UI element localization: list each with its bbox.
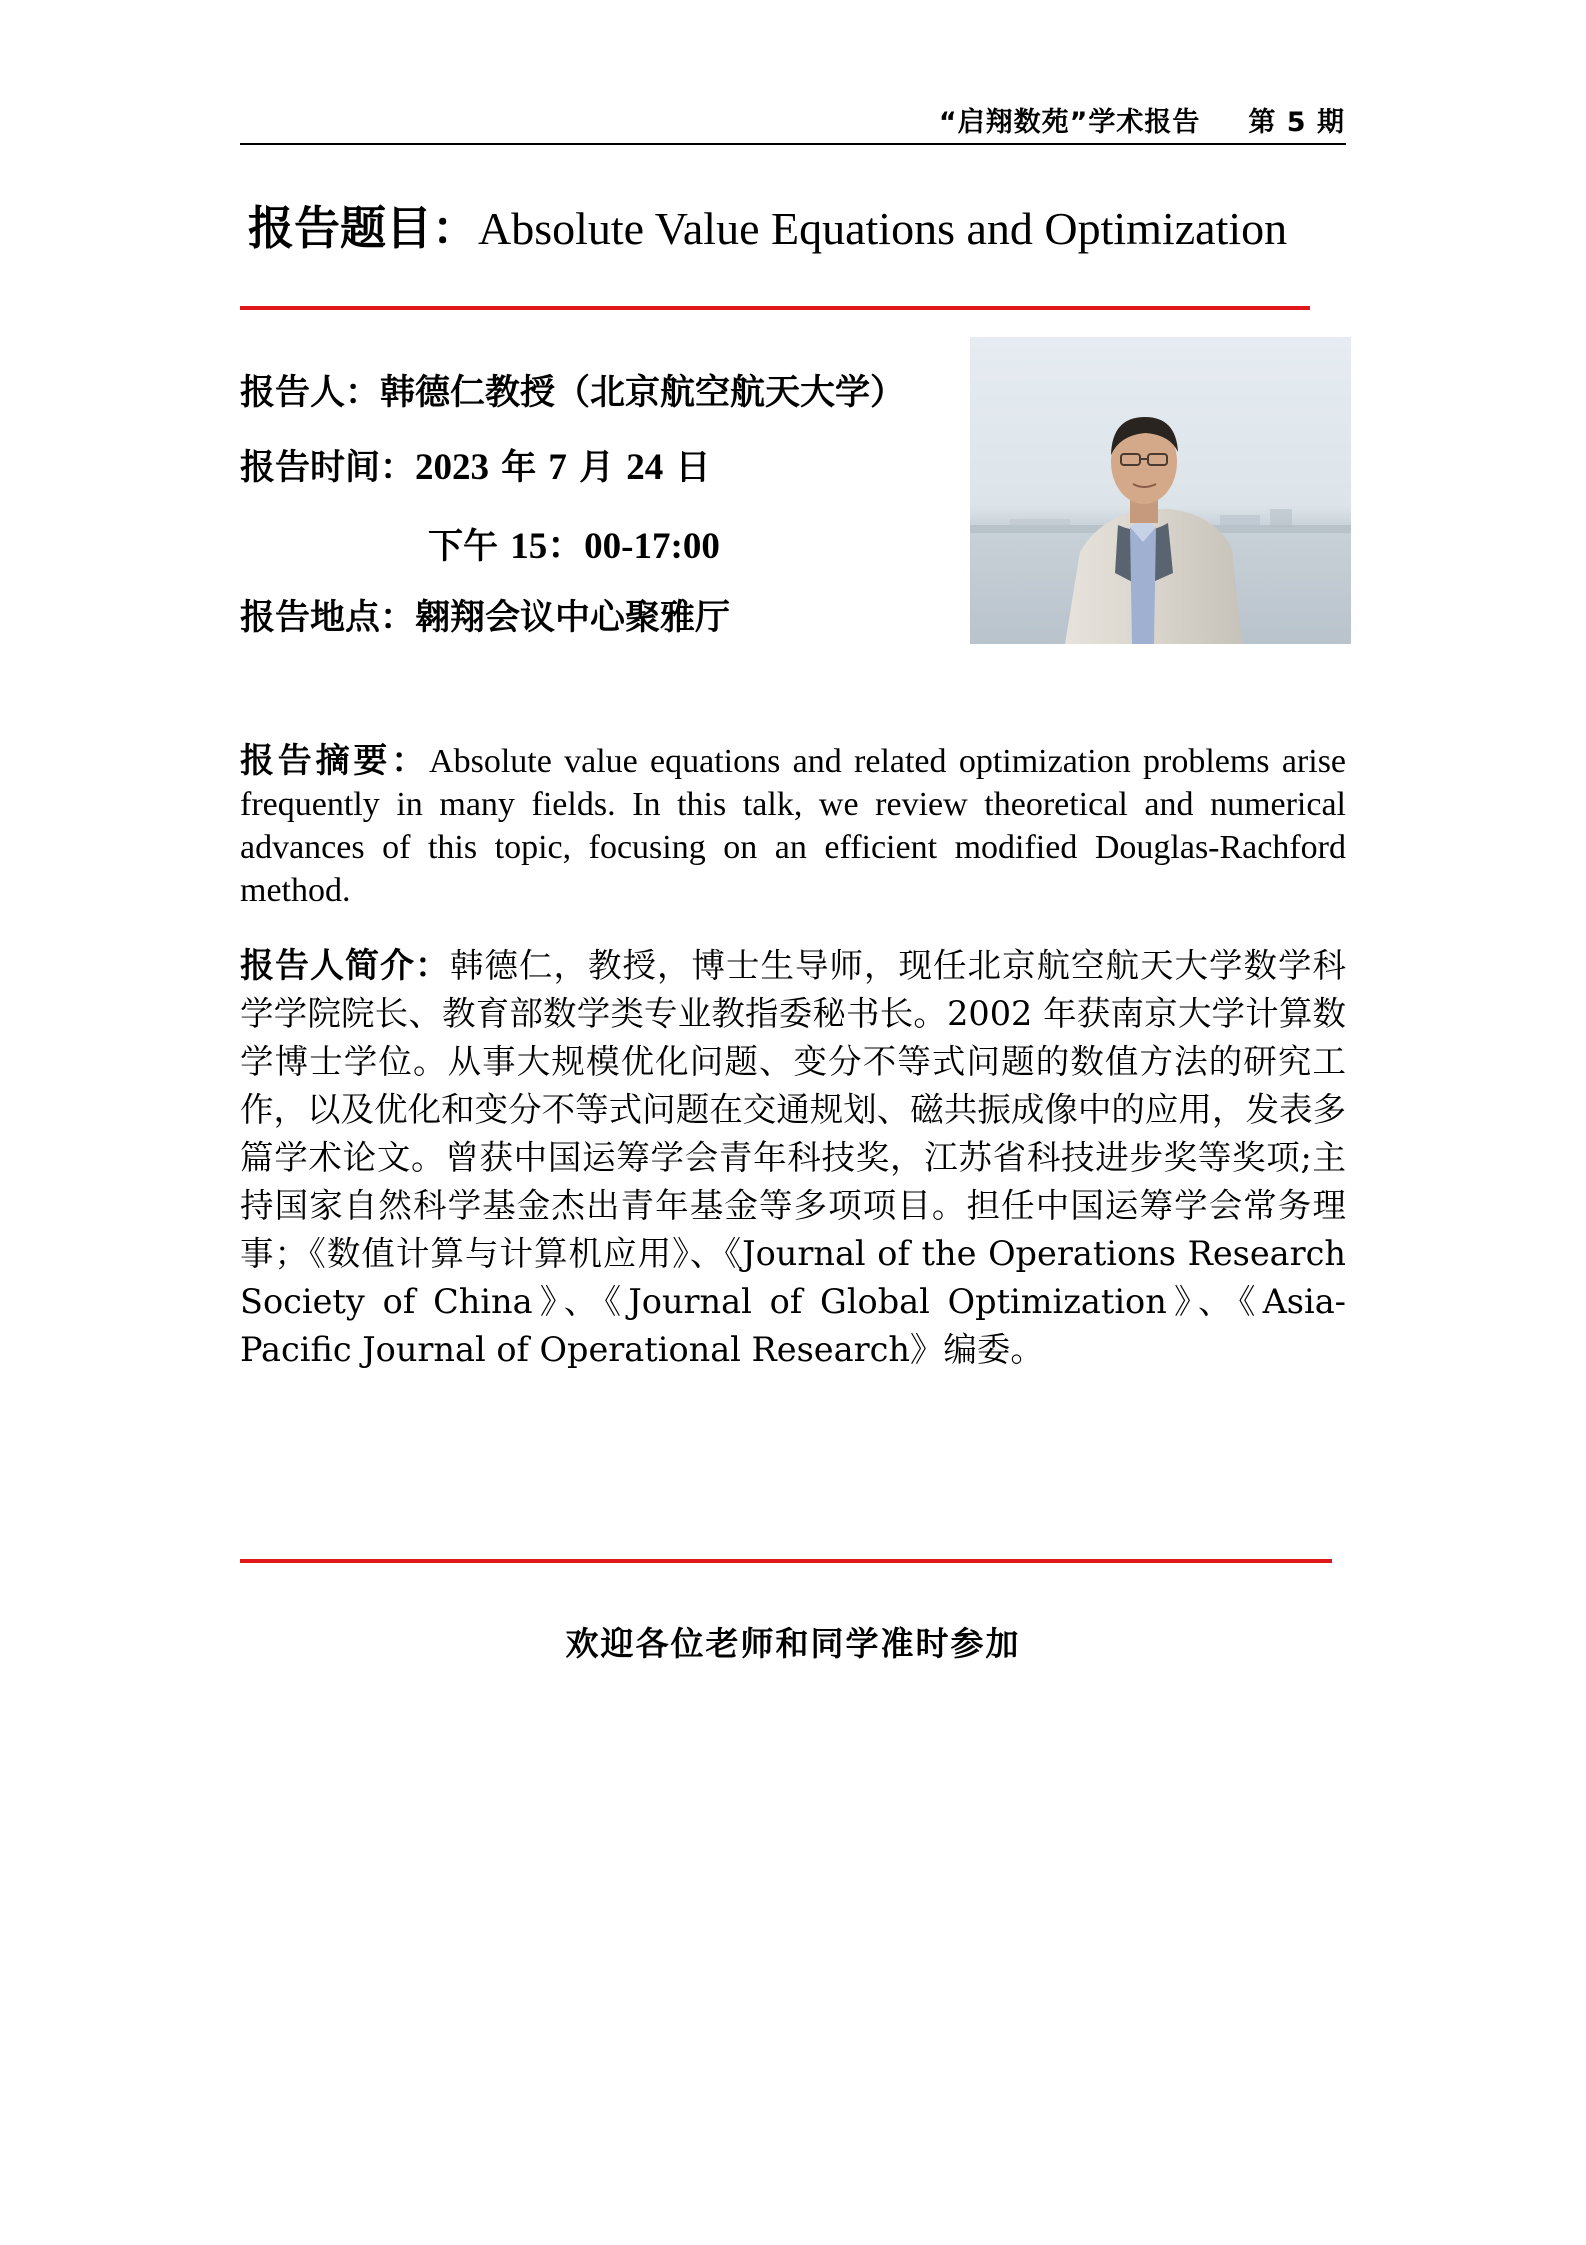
header bbox=[939, 100, 1345, 139]
time-range-line bbox=[428, 515, 720, 569]
date-month: 7 bbox=[548, 447, 567, 488]
date-day: 24 bbox=[626, 447, 664, 488]
issue-number: 第 5 期 bbox=[1248, 107, 1345, 138]
location-name: 翱翔会议中心聚雅厅 bbox=[415, 598, 731, 638]
title-underline bbox=[240, 306, 1310, 310]
time-line: 报告时间：2023 年 7 月 24 日 bbox=[240, 447, 711, 488]
date-year: 2023 bbox=[415, 447, 490, 488]
time-period: 下午 bbox=[428, 527, 511, 567]
time-label: 报告时间： bbox=[240, 448, 416, 488]
bio-text: 韩德仁，教授，博士生导师，现任北京航空航天大学数学科学学院院长、教育部数学类专业教指委秘书长。2002 年获南京大学计算数学博士学位。从事大规模优化问题、变分不等式问题的数值方法的研究工作，以及优化和变分不等式问题在交通规划、磁共振成像中的应用，发表多篇学术论文。曾获中国运筹学会青年科技奖，江苏省科技进步奖等奖项;主持国家自然科学基金杰出青年基金等多项项目。担任中国运筹学会常务理事；《数值计算与计算机应用》、《Journal of the Operations Research Society of China》、《Journal of Global Optimization》、《Asia-Pacific Journal of Operational Research》编委。 bbox=[240, 946, 1346, 1369]
speaker-label: 报告人： bbox=[240, 373, 381, 413]
speaker-name: 韩德仁教授（北京航空航天大学） bbox=[380, 373, 906, 413]
series-name: “启翔数苑”学术报告 bbox=[938, 107, 1201, 138]
welcome-message: 欢迎各位老师和同学准时参加 bbox=[565, 1624, 1021, 1663]
speaker-photo bbox=[970, 337, 1351, 644]
title-text: Absolute Value Equations and Optimization bbox=[478, 203, 1288, 254]
time-range: 15：00-17:00 bbox=[510, 526, 720, 567]
abstract-paragraph bbox=[240, 740, 1346, 912]
location-line bbox=[240, 590, 730, 640]
bio-paragraph bbox=[240, 942, 1346, 1374]
footer-divider bbox=[240, 1559, 1332, 1563]
abstract-text: Absolute value equations and related optimization problems arise frequently in many fields. In this talk, we review theoretical and numerical advances of this topic, focusing on an efficient modified Douglas-Rachford method. bbox=[240, 743, 1347, 909]
report-title bbox=[248, 192, 1287, 258]
speaker-line bbox=[240, 365, 905, 415]
abstract-label: 报告摘要： bbox=[240, 741, 430, 781]
location-label: 报告地点： bbox=[240, 598, 416, 638]
title-label: 报告题目： bbox=[248, 201, 478, 255]
header-divider bbox=[240, 143, 1346, 145]
bio-label: 报告人简介： bbox=[240, 946, 450, 986]
